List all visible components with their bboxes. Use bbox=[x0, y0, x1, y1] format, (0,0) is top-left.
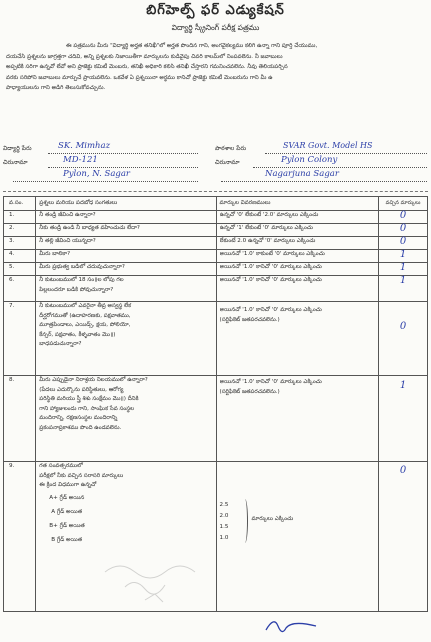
table-row bbox=[4, 211, 428, 224]
instruction-line: వరకు సరిపోని జవాబులు మార్పుచే ప్రాయవలెను. ఒకవేళ ఏ ప్రశ్నయినా అర్థము కానిచో ప్రాజెక్టు కమిటీ మెంబరును గాని మీ ఉ bbox=[6, 74, 273, 81]
row-number: 9. bbox=[4, 462, 36, 612]
row-number: 6. bbox=[4, 276, 36, 302]
table-row bbox=[4, 276, 428, 302]
handwritten-mark: 1 bbox=[399, 380, 407, 391]
question-line: నీ కుటుంబములో ఎవరైనా తీవ్ర అస్వస్థ లేక bbox=[39, 303, 131, 309]
school-address-value-2[interactable]: Nagarjuna Sagar bbox=[265, 169, 339, 179]
rule-line: లేకుంటే 2.0 ఉన్నచో '0' మార్కులు ఎక్కించు bbox=[219, 238, 316, 244]
rule-line: (సర్టిఫికెట్ జతపరచవలెను.) bbox=[219, 388, 280, 395]
row-marks-rule bbox=[216, 302, 378, 376]
student-name-line bbox=[48, 153, 198, 154]
row-number: 4. bbox=[4, 250, 36, 263]
grade-value: 2.0 bbox=[219, 513, 229, 519]
form-subtitle: విద్యార్థి స్క్రీనింగ్ పరీక్ష పత్రము bbox=[171, 23, 260, 32]
rule-line: ఉన్నచో '1' లేకుంటే '0' మార్కులు ఎక్కించు bbox=[219, 225, 313, 231]
school-name-line bbox=[265, 153, 427, 154]
row-question bbox=[36, 224, 216, 237]
question-line: (పేదలు ఎదుర్కొను పరిస్థితులు, ఆరోగ్య bbox=[39, 386, 124, 393]
row-number: 8. bbox=[4, 376, 36, 462]
instruction-line: పాధ్యాయులను గాని అడిగి తెలుసుకోవచ్చును. bbox=[6, 85, 106, 92]
header-marks-obtained: వచ్చిన మార్కులు bbox=[379, 197, 428, 211]
student-address-value-2[interactable]: Pylon, N. Sagar bbox=[63, 169, 130, 179]
question-line: బాధపడుచున్నారా? bbox=[39, 341, 82, 348]
header-marks-description: మార్కుల వివరణములు bbox=[216, 197, 378, 211]
grade-option: A+ గ్రేడ్ అయిన bbox=[49, 494, 85, 501]
row-number: 7. bbox=[4, 302, 36, 376]
row-number: 1. bbox=[4, 211, 36, 224]
rule-line: అయినచో '1.0' కాకుంటే '0' మార్కులు ఎక్కించు bbox=[219, 251, 325, 257]
question-line: గాని హ్యాజులందు గాని, సాంఘిక సేవ సంస్థల bbox=[39, 405, 135, 412]
row-mark[interactable] bbox=[379, 462, 428, 612]
handwritten-mark: 1 bbox=[399, 262, 407, 273]
faded-stamp-image bbox=[95, 542, 215, 612]
row-question bbox=[36, 276, 216, 302]
question-line: దీర్ఘరోగముతో (ఉదాహరణకు, పక్షవాతము, bbox=[39, 312, 131, 319]
header-serial: వ.సం. bbox=[4, 197, 36, 211]
screening-table bbox=[3, 196, 428, 612]
school-name-value[interactable]: SVAR Govt. Model HS bbox=[283, 141, 373, 150]
row-mark[interactable] bbox=[379, 250, 428, 263]
row-marks-rule bbox=[216, 224, 378, 237]
row-question bbox=[36, 263, 216, 276]
table-row bbox=[4, 376, 428, 462]
question-line: నీ తండ్రి జీవించి ఉన్నారా? bbox=[39, 212, 96, 218]
grade-option: B గ్రేడ్ అయిత bbox=[51, 536, 83, 543]
question-line: మూత్రపిండాలు, ఎయిడ్స్, క్షయ, పోలియో, bbox=[39, 322, 131, 329]
table-row bbox=[4, 263, 428, 276]
row-marks-rule bbox=[216, 237, 378, 250]
table-header-row bbox=[4, 197, 428, 211]
row-question bbox=[36, 250, 216, 263]
rule-line: అయినచో '1.0' కానిచో '0' మార్కులు ఎక్కించు bbox=[219, 379, 322, 385]
handwritten-mark: 1 bbox=[399, 249, 407, 260]
row-mark[interactable] bbox=[379, 376, 428, 462]
grade-value: 1.0 bbox=[219, 535, 229, 541]
row-question bbox=[36, 302, 216, 376]
student-address-line-1 bbox=[48, 167, 198, 168]
table-row bbox=[4, 224, 428, 237]
question-line: ఈ క్రింద విధముగా ఉన్నచో bbox=[39, 482, 97, 489]
row-question bbox=[36, 211, 216, 224]
row-marks-rule bbox=[216, 376, 378, 462]
row-number: 5. bbox=[4, 263, 36, 276]
grade-points-label: మార్కులు ఎక్కించు bbox=[251, 516, 294, 522]
table-row bbox=[4, 462, 428, 612]
student-info-section bbox=[3, 143, 428, 188]
section-divider bbox=[3, 191, 428, 192]
school-address-line-1 bbox=[253, 167, 427, 168]
question-line: పరీక్షలో నీకు వచ్చిన సరాసరి మార్కులు bbox=[39, 472, 124, 479]
row-question bbox=[36, 376, 216, 462]
student-address-line-2 bbox=[13, 181, 198, 182]
grade-scale bbox=[216, 462, 378, 612]
student-address-label: చిరునామా bbox=[3, 159, 28, 166]
grade-value: 2.5 bbox=[219, 502, 229, 508]
row-marks-rule bbox=[216, 250, 378, 263]
question-line: నీ తల్లి జీవించి యున్నదా? bbox=[39, 238, 96, 244]
handwritten-mark: 1 bbox=[399, 275, 407, 286]
row-number: 3. bbox=[4, 237, 36, 250]
handwritten-mark: 0 bbox=[399, 223, 407, 234]
student-name-value[interactable]: SK. Mimhaz bbox=[58, 141, 111, 151]
row-marks-rule bbox=[216, 211, 378, 224]
school-address-label: చిరునామా bbox=[215, 159, 240, 166]
row-marks-rule bbox=[216, 276, 378, 302]
question-line: మందిరాన్ని, రక్షణసంస్థల మందిరాన్ని bbox=[39, 415, 118, 422]
school-address-value-1[interactable]: Pylon Colony bbox=[281, 155, 338, 165]
form-title: బిగ్‌హెల్ప్ ఫర్ ఎడ్యుకేషన్ bbox=[146, 3, 285, 18]
rule-line: అయినచో '1.0' కానిచో '0' మార్కులు ఎక్కించు bbox=[219, 277, 322, 283]
grade-option: A గ్రేడ్ అయిత bbox=[51, 508, 83, 515]
header-question: ప్రశ్నలు మరియు పదబోధ సంగతులు bbox=[36, 197, 216, 211]
student-address-value-1[interactable]: MD-121 bbox=[63, 155, 98, 165]
student-name-label: విద్యార్థి పేరు bbox=[3, 145, 32, 152]
instructions-paragraph bbox=[6, 41, 426, 94]
instruction-line: అప్పటికి సరిగా ఉన్నవో లేవో అని ప్రాజెక్టు కమిటీ మెంబరు, తనిఖీ అధికారి కలిసి తనిఖీ చేస్తారని గమనించవలెను. నీవు తెలియపర్చిన bbox=[6, 64, 288, 71]
handwritten-mark: 0 bbox=[399, 465, 407, 476]
question-line: కేన్సర్, పక్షవాతం, కీళ్ళవాతం మొ॥) bbox=[39, 331, 116, 338]
row-marks-rule bbox=[216, 263, 378, 276]
question-line: మీరు ప్రభుత్వ బడిలో చదువుచున్నారా? bbox=[39, 264, 125, 270]
rule-line: అయినచో '1.0' కానిచో '0' మార్కులు ఎక్కించు bbox=[219, 307, 322, 313]
handwritten-mark: 0 bbox=[399, 236, 407, 247]
question-line: నీ కుటుంబములో 18 సం॥ల లోపు గల bbox=[39, 277, 124, 283]
handwritten-mark: 0 bbox=[399, 321, 407, 332]
brace-bracket bbox=[242, 499, 248, 543]
table-row bbox=[4, 250, 428, 263]
question-line: మీరు బాలికా? bbox=[39, 251, 71, 257]
row-number: 2. bbox=[4, 224, 36, 237]
row-mark[interactable] bbox=[379, 237, 428, 250]
row-mark[interactable] bbox=[379, 263, 428, 276]
rule-line: అయినచో '1.0' కానిచో '0' మార్కులు ఎక్కించు bbox=[219, 264, 322, 270]
signature-image bbox=[262, 612, 322, 636]
row-mark[interactable] bbox=[379, 276, 428, 302]
instruction-line: ఈ పత్రమును మీరు "విద్యార్థి అర్హత తనిఖీ"లో అర్హత పొందిన గాని, అంగవైకల్యము కలిగి ఉన్నా గాని పూర్తి చేయుము, bbox=[66, 43, 318, 49]
school-address-line-2 bbox=[221, 181, 427, 182]
handwritten-mark: 0 bbox=[399, 210, 407, 221]
row-mark[interactable] bbox=[379, 302, 428, 376]
school-name-label: పాఠశాల పేరు bbox=[215, 145, 247, 152]
question-line: నీకు తండ్రి ఉండి నీ బాధ్యత వహించుచు లేదా? bbox=[39, 225, 140, 231]
grade-scale-values bbox=[220, 500, 229, 544]
question-line: మీరు ఎప్పుడైనా నిరాశ్రయ నిలయములో ఉన్నారా? bbox=[39, 377, 148, 383]
grade-option: B+ గ్రేడ్ అయిత bbox=[49, 522, 85, 529]
rule-line: ఉన్నచో '0' లేకుంటే '2.0' మార్కులు ఎక్కించు bbox=[219, 212, 319, 218]
grade-value: 1.5 bbox=[219, 524, 229, 530]
rule-line: (సర్టిఫికెట్ జతపరచవలెను.) bbox=[219, 316, 280, 323]
table-row bbox=[4, 237, 428, 250]
instruction-line: దయచేసి ప్రశ్నలను జాగ్రత్తగా చదివి, అన్ని ప్రశ్నలకు నిజాయితీగా మార్కులను కుడివైపు చివరి కాలమ్‌లో నింపవలెను. నీ జవాబులు bbox=[6, 53, 283, 60]
question-line: పిల్లలందరూ బడికి పోవుచున్నారా? bbox=[39, 286, 114, 293]
row-question bbox=[36, 237, 216, 250]
row-mark[interactable] bbox=[379, 224, 428, 237]
question-line: గత సంవత్సరములో bbox=[39, 463, 83, 469]
table-row bbox=[4, 302, 428, 376]
row-mark[interactable] bbox=[379, 211, 428, 224]
question-line: ప్రకంపనాప్రకాశము పొంది ఉండవలెను. bbox=[39, 424, 122, 431]
question-line: పరిస్థితి మరియు స్త్రీ శిశు సంక్షేమం మొ॥) దీనికి bbox=[39, 396, 139, 403]
